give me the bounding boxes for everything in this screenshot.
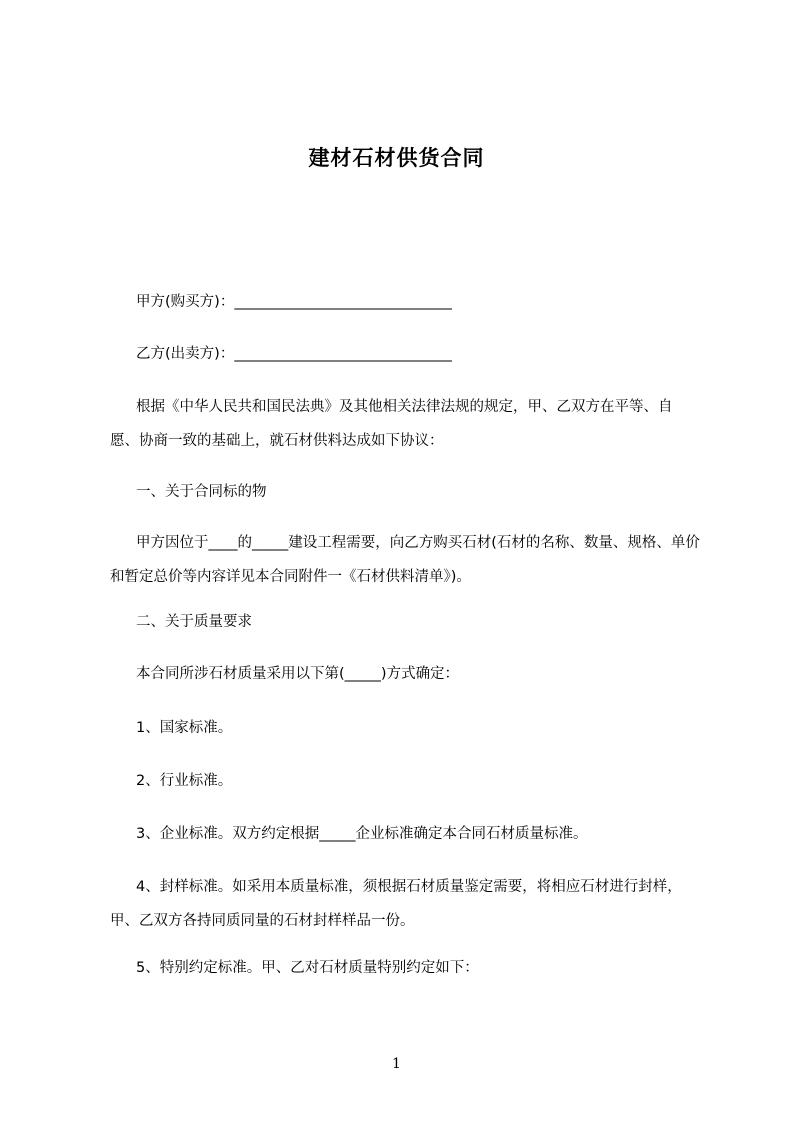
preamble-paragraph: 根据《中华人民共和国民法典》及其他相关法律法规的规定，甲、乙双方在平等、自愿、协商一致的基础上，就石材供料达成如下协议： bbox=[110, 399, 673, 449]
quality-item-4: 4、封样标准。如采用本质量标准，须根据石材质量鉴定需要，将相应石材进行封样，甲、乙双方各持同质同量的石材封样样品一份。 bbox=[110, 879, 682, 929]
section1-heading: 一、关于合同标的物 bbox=[136, 484, 267, 500]
section2-heading: 二、关于质量要求 bbox=[136, 614, 252, 630]
party-b-label: 乙方(出卖方)： bbox=[136, 346, 235, 362]
page-number: 1 bbox=[392, 1056, 401, 1072]
quality-item-5: 5、特别约定标准。甲、乙对石材质量特别约定如下： bbox=[136, 960, 479, 976]
section2-intro: 本合同所涉石材质量采用以下第(_____)方式确定： bbox=[136, 666, 460, 682]
party-a-label: 甲方(购买方)： bbox=[136, 294, 235, 310]
party-b-blank: ______________________________ bbox=[234, 346, 452, 362]
document-title: 建材石材供货合同 bbox=[308, 146, 485, 170]
party-a-line bbox=[110, 292, 700, 312]
section1-body: 甲方因位于____的_____建设工程需要，向乙方购买石材(石材的名称、数量、规格、单价和暂定总价等内容详见本合同附件一《石材供料清单》)。 bbox=[110, 535, 700, 585]
party-a-blank: ______________________________ bbox=[234, 294, 452, 310]
quality-item-1: 1、国家标准。 bbox=[136, 720, 233, 736]
quality-item-2: 2、行业标准。 bbox=[136, 773, 233, 789]
party-b-line bbox=[110, 344, 700, 364]
quality-item-3: 3、企业标准。双方约定根据_____企业标准确定本合同石材质量标准。 bbox=[136, 826, 588, 842]
